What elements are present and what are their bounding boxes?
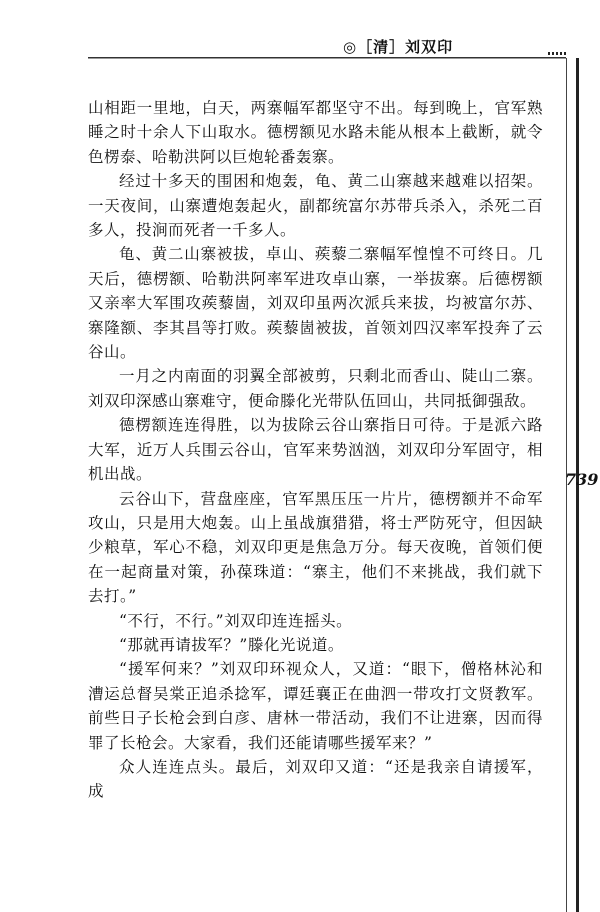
header-rule-secondary bbox=[88, 58, 566, 59]
paragraph: “那就再请拔军？”滕化光说道。 bbox=[119, 635, 344, 654]
paragraph: “援军何来？”刘双印环视众人，又道：“眼下，僧格林沁和漕运总督吴棠正追杀捻军，谭廷襄正在曲泗一带攻打文贤教军。前些日子长枪会到白彦、唐林一带活动，我们不让进寨，因而得罪了长枪会。大家看，我们还能请哪些援军来？” bbox=[88, 660, 543, 752]
page-number: 739 bbox=[565, 470, 599, 489]
running-header: ◎［清］刘双印 bbox=[343, 38, 454, 56]
paragraph: 山相距一里地，白天，两寨幅军都坚守不出。每到晚上，官军熟睡之时十余人下山取水。德楞额见水路未能从根本上截断，就令色楞泰、哈勒洪阿以巨炮轮番轰寨。 bbox=[88, 99, 543, 166]
paragraph: 龟、黄二山寨被拔，卓山、蒺藜二寨幅军惶惶不可终日。几天后，德楞额、哈勒洪阿率军进攻卓山寨，一举拔寨。后德楞额又亲率大军围攻蒺藜崮，刘双印虽两次派兵来拔，均被富尔苏、寨隆额、李其昌等打败。蒺藜崮被拔，首领刘四汉率军投奔了云谷山。 bbox=[88, 245, 543, 362]
paragraph: 德楞额连连得胜，以为拔除云谷山寨指日可待。于是派六路大军，近万人兵围云谷山，官军来势汹汹，刘双印分军固守，相机出战。 bbox=[88, 416, 543, 484]
paragraph: 一月之内南面的羽翼全部被剪，只剩北而香山、陡山二寨。刘双印深感山寨难守，便命滕化光带队伍回山，共同抵御强敌。 bbox=[88, 367, 543, 410]
body-text bbox=[88, 96, 543, 804]
header-rule-ornament bbox=[548, 52, 566, 55]
paragraph: 众人连连点头。最后，刘双印又道：“还是我亲自请援军，成 bbox=[88, 757, 543, 801]
paragraph: “不行，不行。”刘双印连连摇头。 bbox=[119, 611, 353, 630]
paragraph: 经过十多天的围困和炮轰，龟、黄二山寨越来越难以招架。一天夜间，山寨遭炮轰起火，副都统富尔苏带兵杀入，杀死二百多人，投涧而死者一千多人。 bbox=[88, 172, 543, 240]
paragraph: 云谷山下，营盘座座，官军黑压压一片片，德楞额并不命军攻山，只是用大炮轰。山上虽战旗猎猎，将士严防死守，但因缺少粮草，军心不稳，刘双印更是焦急万分。每天夜晚，首领们便在一起商量对策，孙葆珠道：“寨主，他们不来挑战，我们就下去打。” bbox=[88, 489, 543, 606]
